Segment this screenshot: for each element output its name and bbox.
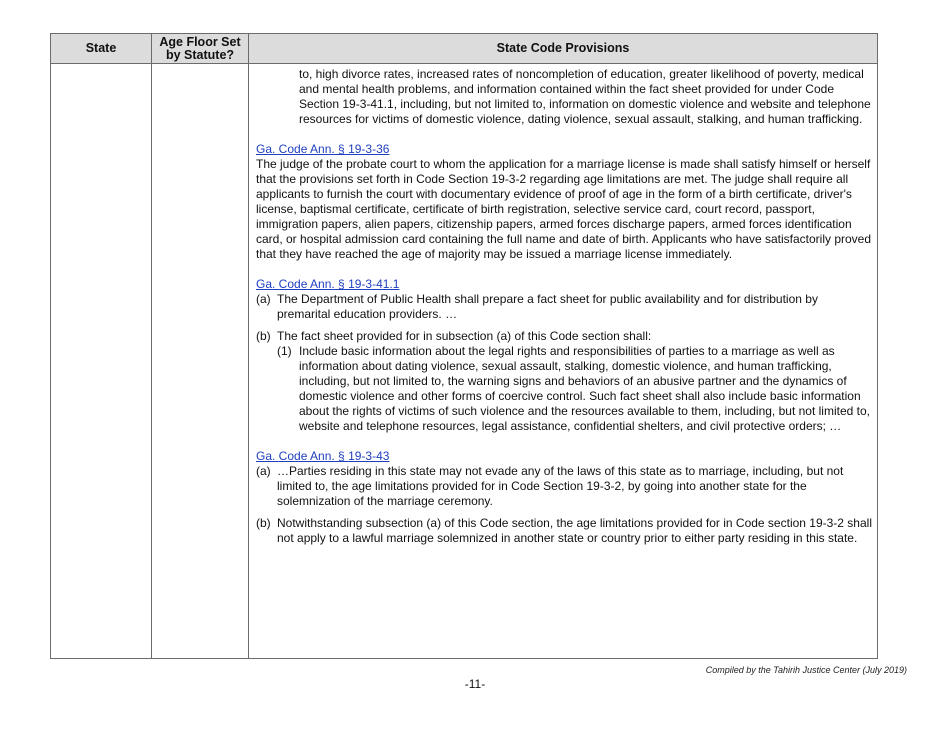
table-header [51, 34, 877, 64]
column-divider [248, 34, 249, 658]
column-divider [151, 34, 152, 658]
section-text: The judge of the probate court to whom the application for a marriage license is made shall satisfy himself or herself that the provisions set forth in Code Section 19-3-2 regarding age limitations are met. The judge shall require all applicants to furnish the court with documentary evidence of proof of age in the form of a birth certificate, driver's license, baptismal certificate, certificate of birth registration, selective service card, court record, passport, immigration papers, alien papers, citizenship papers, armed forces discharge papers, armed forces identification card, or hospital admission card containing the full name and date of birth. Applicants who have satisfactorily proved that they have reached the age of majority may be issued a marriage license immediately. [256, 157, 872, 261]
subsection-b [256, 329, 872, 344]
subsection-a [256, 464, 872, 509]
subsection-label: (b) [256, 516, 271, 530]
citation-link-19-3-43[interactable]: Ga. Code Ann. § 19-3-43 [256, 449, 390, 463]
header-age-floor: Age Floor Set by Statute? [159, 34, 241, 62]
subsection-b [256, 516, 872, 546]
citation-link-19-3-41-1[interactable]: Ga. Code Ann. § 19-3-41.1 [256, 277, 400, 291]
provisions-cell [256, 67, 872, 546]
subsection-text: Include basic information about the legal rights and responsibilities of parties to a marriage as well as information about dating violence, sexual assault, stalking, domestic violence, and human trafficking, including, but not limited to, the warning signs and behaviors of an abusive partner and the dynamics of domestic violence and other forms of coercive control. Such fact sheet shall also include basic information about the rights of victims of such violence and the resources available to them, including, but not limited to, website and telephone resources, legal assistance, confidential shelters, and civil protective orders; … [299, 344, 870, 433]
subsection-b-1 [256, 344, 872, 434]
citation-link-19-3-36[interactable]: Ga. Code Ann. § 19-3-36 [256, 142, 390, 156]
header-state: State [85, 41, 117, 55]
subsection-text: …Parties residing in this state may not evade any of the laws of this state as to marriage, including, but not limited to, the age limitations provided for in Code Section 19-3-2, by going into another state for the solemnization of the marriage ceremony. [277, 464, 844, 508]
subsection-label: (b) [256, 329, 271, 343]
subsection-text: The Department of Public Health shall prepare a fact sheet for public availability and for distribution by premarital education providers. … [277, 292, 818, 321]
provisions-table [50, 33, 878, 659]
page-number: -11- [464, 677, 486, 691]
subsection-a [256, 292, 872, 322]
continued-text: to, high divorce rates, increased rates of noncompletion of education, greater likelihood of poverty, medical and mental health problems, and information contained within the fact sheet provided for under Code Section 19-3-41.1, including, but not limited to, information on domestic violence and website and telephone resources for victims of domestic violence, dating violence, sexual assault, stalking, and human trafficking. [299, 67, 871, 126]
subsection-text: The fact sheet provided for in subsection (a) of this Code section shall: [277, 329, 652, 343]
subsection-label: (a) [256, 464, 271, 478]
subsection-label: (1) [277, 344, 292, 358]
header-provisions: State Code Provisions [496, 41, 630, 55]
subsection-text: Notwithstanding subsection (a) of this Code section, the age limitations provided for in Code section 19-3-2 shall not apply to a lawful marriage solemnized in another state or country prior to either party residing in this state. [277, 516, 872, 545]
subsection-label: (a) [256, 292, 271, 306]
footer-credit: Compiled by the Tahirih Justice Center (July 2019) [705, 665, 907, 675]
